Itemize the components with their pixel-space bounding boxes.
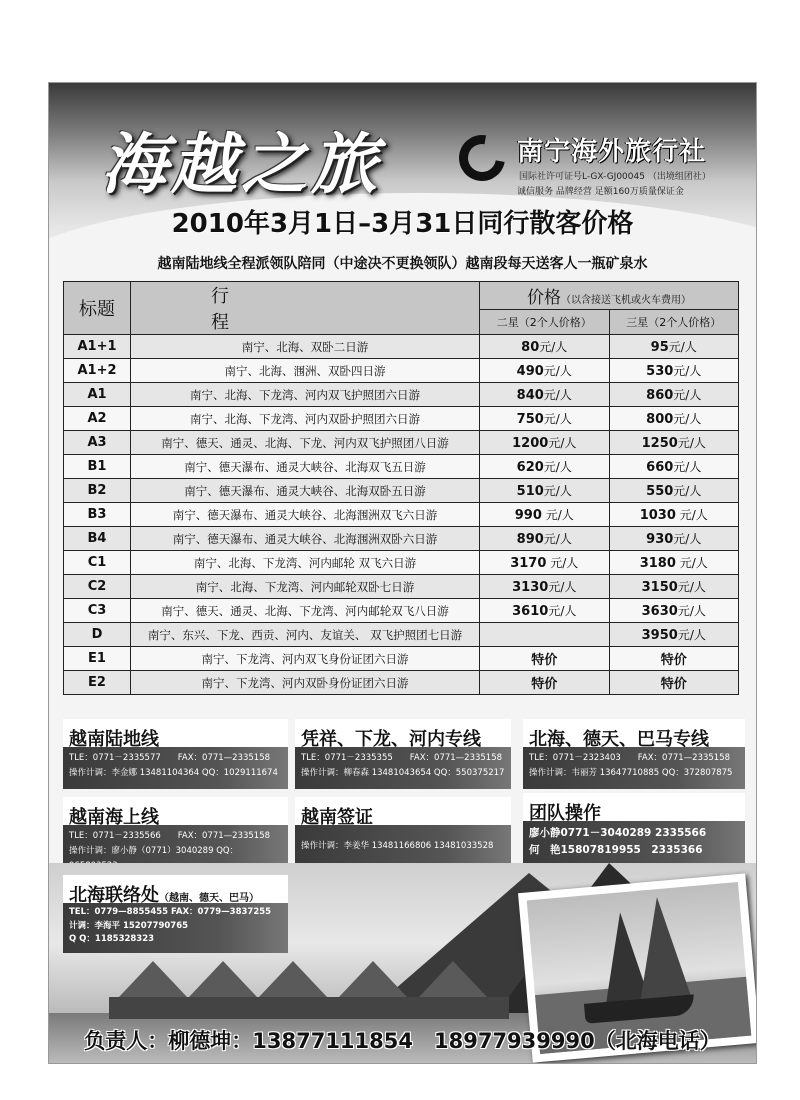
contact-team-line2: 何 艳15807819955 2335366 [529, 844, 703, 856]
contact-beihai-info [523, 747, 745, 789]
price-value: 530 [646, 364, 674, 379]
contact-liaison [63, 875, 288, 953]
header-two-star: 二星（2个人价格） [480, 309, 610, 334]
hut-roof-shape [419, 961, 487, 997]
row-two-star-price [480, 335, 610, 359]
price-row [64, 575, 739, 599]
row-three-star-price [609, 455, 739, 479]
price-row [64, 479, 739, 503]
price-value: 1250 [641, 436, 678, 451]
price-unit: 元/人 [541, 508, 574, 522]
price-value: 1030 [639, 508, 676, 523]
row-three-star-price [609, 671, 739, 695]
price-value: 特价 [660, 677, 687, 692]
row-route: 南宁、北海、涠洲、双卧四日游 [131, 359, 480, 383]
row-code: C3 [64, 599, 131, 623]
row-two-star-price [480, 455, 610, 479]
row-code: A1+1 [64, 335, 131, 359]
price-unit: 元/人 [548, 436, 577, 450]
row-route: 南宁、德天、通灵、北海、下龙湾、河内邮轮双飞八日游 [131, 599, 480, 623]
price-value: 特价 [531, 653, 558, 668]
price-unit: 元/人 [539, 340, 568, 354]
contact-pingxiang-line [295, 719, 511, 789]
price-unit: 元/人 [677, 628, 706, 642]
hut-roof-shape [189, 961, 257, 997]
row-route: 南宁、北海、下龙湾、河内双卧护照团六日游 [131, 407, 480, 431]
contact-land-info [63, 747, 288, 789]
row-three-star-price [609, 431, 739, 455]
footer-contact: 负责人：柳德坤：13877111854 18977939990（北海电话） [84, 1029, 721, 1053]
price-row [64, 383, 739, 407]
price-value: 860 [646, 388, 674, 403]
row-three-star-price [609, 335, 739, 359]
price-table [63, 281, 739, 695]
price-unit: 元/人 [675, 508, 708, 522]
hut-roof-shape [259, 961, 327, 997]
hut-deck-shape [109, 997, 509, 1019]
contact-pingxiang-info [295, 747, 511, 789]
contact-team-title: 团队操作 [529, 803, 601, 824]
header-three-star: 三星（2个人价格） [609, 309, 739, 334]
price-value: 95 [650, 340, 669, 355]
price-unit: 元/人 [543, 388, 572, 402]
price-row [64, 407, 739, 431]
contact-land-title: 越南陆地线 [69, 729, 159, 750]
contact-sea-line [63, 797, 288, 867]
price-unit: 元/人 [673, 364, 702, 378]
contact-sea-info [63, 825, 288, 867]
price-value: 620 [516, 460, 544, 475]
contact-liaison-qq: Q Q：1185328323 [69, 934, 155, 944]
header-price [480, 282, 739, 310]
price-headline: 2010年3月1日–3月31日同行散客价格 [171, 209, 634, 239]
row-two-star-price [480, 503, 610, 527]
row-three-star-price [609, 407, 739, 431]
row-code: D [64, 623, 131, 647]
row-route: 南宁、北海、下龙湾、河内邮轮双卧七日游 [131, 575, 480, 599]
contact-sea-tel: TLE：0771－2335566 FAX：0771—2335158 [69, 831, 271, 841]
price-value: 750 [516, 412, 544, 427]
row-route: 南宁、德天、通灵、北海、下龙、河内双飞护照团八日游 [131, 431, 480, 455]
price-value: 490 [516, 364, 544, 379]
price-unit: 元/人 [543, 484, 572, 498]
price-row [64, 503, 739, 527]
price-unit: 元/人 [673, 388, 702, 402]
flyer [48, 82, 757, 1064]
row-two-star-price [480, 383, 610, 407]
price-unit: 元/人 [543, 460, 572, 474]
row-route: 南宁、德天瀑布、通灵大峡谷、北海双飞五日游 [131, 455, 480, 479]
price-unit: 元/人 [548, 580, 577, 594]
row-three-star-price [609, 623, 739, 647]
price-unit: 元/人 [673, 484, 702, 498]
contact-beihai-operator: 操作计调：韦丽芳 13647710885 QQ：372807875 [529, 768, 733, 778]
row-three-star-price [609, 575, 739, 599]
price-unit: 元/人 [543, 412, 572, 426]
row-route: 南宁、北海、双卧二日游 [131, 335, 480, 359]
row-route: 南宁、东兴、下龙、西贡、河内、友谊关、 双飞护照团七日游 [131, 623, 480, 647]
row-route: 南宁、德天瀑布、通灵大峡谷、北海双卧五日游 [131, 479, 480, 503]
contact-land-line [63, 719, 288, 789]
price-row [64, 599, 739, 623]
price-unit: 元/人 [543, 364, 572, 378]
row-three-star-price [609, 551, 739, 575]
price-value: 3610 [512, 604, 549, 619]
contact-pingxiang-operator: 操作计调：柳春森 13481043654 QQ：550375217 [301, 768, 505, 778]
price-value: 930 [646, 532, 674, 547]
row-three-star-price [609, 383, 739, 407]
price-unit: 元/人 [675, 556, 708, 570]
row-two-star-price [480, 479, 610, 503]
contact-liaison-tel: TEL：0779—8855455 FAX：0779—3837255 [69, 907, 272, 917]
row-two-star-price [480, 671, 610, 695]
row-three-star-price [609, 479, 739, 503]
agency-slogan: 诚信服务 品牌经营 足额160万质量保证金 [517, 187, 684, 197]
price-value: 1200 [512, 436, 549, 451]
price-value: 3630 [641, 604, 678, 619]
row-three-star-price [609, 503, 739, 527]
header-route: 行程 [131, 282, 480, 335]
contact-liaison-heading [63, 875, 288, 906]
price-value: 特价 [660, 653, 687, 668]
row-two-star-price [480, 431, 610, 455]
contact-liaison-note: （越南、德天、巴马） [159, 893, 259, 904]
price-value: 840 [516, 388, 544, 403]
price-value: 3180 [639, 556, 676, 571]
hut-roof-shape [339, 961, 407, 997]
price-value: 550 [646, 484, 674, 499]
row-code: C1 [64, 551, 131, 575]
price-value: 3150 [641, 580, 678, 595]
price-value: 3950 [641, 628, 678, 643]
contact-visa [295, 797, 511, 867]
contact-beihai-line [523, 719, 745, 789]
hut-roof-shape [119, 961, 187, 997]
row-code: E2 [64, 671, 131, 695]
row-code: A1 [64, 383, 131, 407]
price-row [64, 623, 739, 647]
row-route: 南宁、北海、下龙湾、河内邮轮 双飞六日游 [131, 551, 480, 575]
header-code: 标题 [64, 282, 131, 335]
price-value: 890 [516, 532, 544, 547]
row-two-star-price [480, 575, 610, 599]
price-value: 3170 [510, 556, 547, 571]
contact-land-operator: 操作计调：李金娜 13481104364 QQ：1029111674 [69, 768, 278, 778]
price-row [64, 431, 739, 455]
contact-visa-info [295, 825, 511, 867]
contact-team-line1: 廖小静0771－3040289 2335566 [529, 827, 707, 839]
row-code: B1 [64, 455, 131, 479]
price-unit: 元/人 [677, 580, 706, 594]
price-row [64, 335, 739, 359]
price-value: 3130 [512, 580, 549, 595]
price-row [64, 551, 739, 575]
contact-visa-operator: 操作计调：李姜华 13481166806 13481033528 [301, 841, 494, 851]
price-value: 特价 [531, 677, 558, 692]
price-row [64, 527, 739, 551]
row-two-star-price [480, 407, 610, 431]
row-three-star-price [609, 647, 739, 671]
price-value: 510 [516, 484, 544, 499]
row-three-star-price [609, 599, 739, 623]
contact-pingxiang-tel: TLE：0771－2335355 FAX：0771—2335158 [301, 753, 503, 763]
calligraphy-title: 海越之旅 [101, 125, 381, 203]
row-three-star-price [609, 527, 739, 551]
row-route: 南宁、北海、下龙湾、河内双飞护照团六日游 [131, 383, 480, 407]
row-code: A1+2 [64, 359, 131, 383]
row-code: E1 [64, 647, 131, 671]
contact-beihai-tel: TLE：0771－2323403 FAX：0771—2335158 [529, 753, 731, 763]
contact-liaison-operator: 计调：李海平 15207790765 [69, 920, 189, 931]
contact-beihai-title: 北海、德天、巴马专线 [529, 729, 709, 750]
contact-liaison-title: 北海联络处 [69, 885, 159, 906]
sail-shape [631, 895, 692, 1003]
contact-sea-operator: 操作计调：廖小静（0771）3040289 QQ： [69, 846, 239, 856]
price-value: 990 [514, 508, 542, 523]
row-two-star-price [480, 647, 610, 671]
price-row [64, 455, 739, 479]
row-route: 南宁、德天瀑布、通灵大峡谷、北海涠洲双飞六日游 [131, 503, 480, 527]
price-row [64, 671, 739, 695]
license-number: 国际社许可证号L-GX-GJ00045 （出境组团社） [519, 172, 711, 182]
price-unit: 元/人 [673, 460, 702, 474]
price-unit: 元/人 [543, 532, 572, 546]
price-row [64, 647, 739, 671]
contact-land-tel: TLE：0771－2335577 FAX：0771—2335158 [69, 753, 271, 763]
price-value: 660 [646, 460, 674, 475]
header-price-note: （以含接送飞机或火车费用） [561, 294, 691, 306]
price-unit: 元/人 [668, 340, 697, 354]
contact-team-info [523, 821, 745, 867]
price-unit: 元/人 [673, 532, 702, 546]
row-code: B2 [64, 479, 131, 503]
price-unit: 元/人 [546, 556, 579, 570]
row-route: 南宁、下龙湾、河内双飞身份证团六日游 [131, 647, 480, 671]
row-route: 南宁、下龙湾、河内双卧身份证团六日游 [131, 671, 480, 695]
contact-team [523, 793, 745, 867]
row-two-star-price [480, 599, 610, 623]
row-code: A3 [64, 431, 131, 455]
price-unit: 元/人 [548, 604, 577, 618]
contact-pingxiang-title: 凭祥、下龙、河内专线 [301, 729, 481, 750]
price-value: 800 [646, 412, 674, 427]
price-unit: 元/人 [677, 436, 706, 450]
row-two-star-price [480, 623, 610, 647]
row-code: A2 [64, 407, 131, 431]
price-value: 80 [521, 340, 540, 355]
agency-logo-icon [450, 126, 514, 190]
service-subline: 越南陆地线全程派领队陪同（中途决不更换领队）越南段每天送客人一瓶矿泉水 [157, 256, 648, 272]
contact-visa-title: 越南签证 [301, 807, 373, 828]
price-unit: 元/人 [673, 412, 702, 426]
header-price-label: 价格 [527, 287, 561, 308]
row-three-star-price [609, 359, 739, 383]
price-row [64, 359, 739, 383]
row-route: 南宁、德天瀑布、通灵大峡谷、北海涠洲双卧六日游 [131, 527, 480, 551]
price-unit: 元/人 [677, 604, 706, 618]
agency-name: 南宁海外旅行社 [517, 137, 707, 167]
row-code: C2 [64, 575, 131, 599]
row-code: B3 [64, 503, 131, 527]
row-two-star-price [480, 551, 610, 575]
contact-liaison-info [63, 903, 288, 953]
contact-sea-title: 越南海上线 [69, 807, 159, 828]
row-two-star-price [480, 527, 610, 551]
row-code: B4 [64, 527, 131, 551]
row-two-star-price [480, 359, 610, 383]
